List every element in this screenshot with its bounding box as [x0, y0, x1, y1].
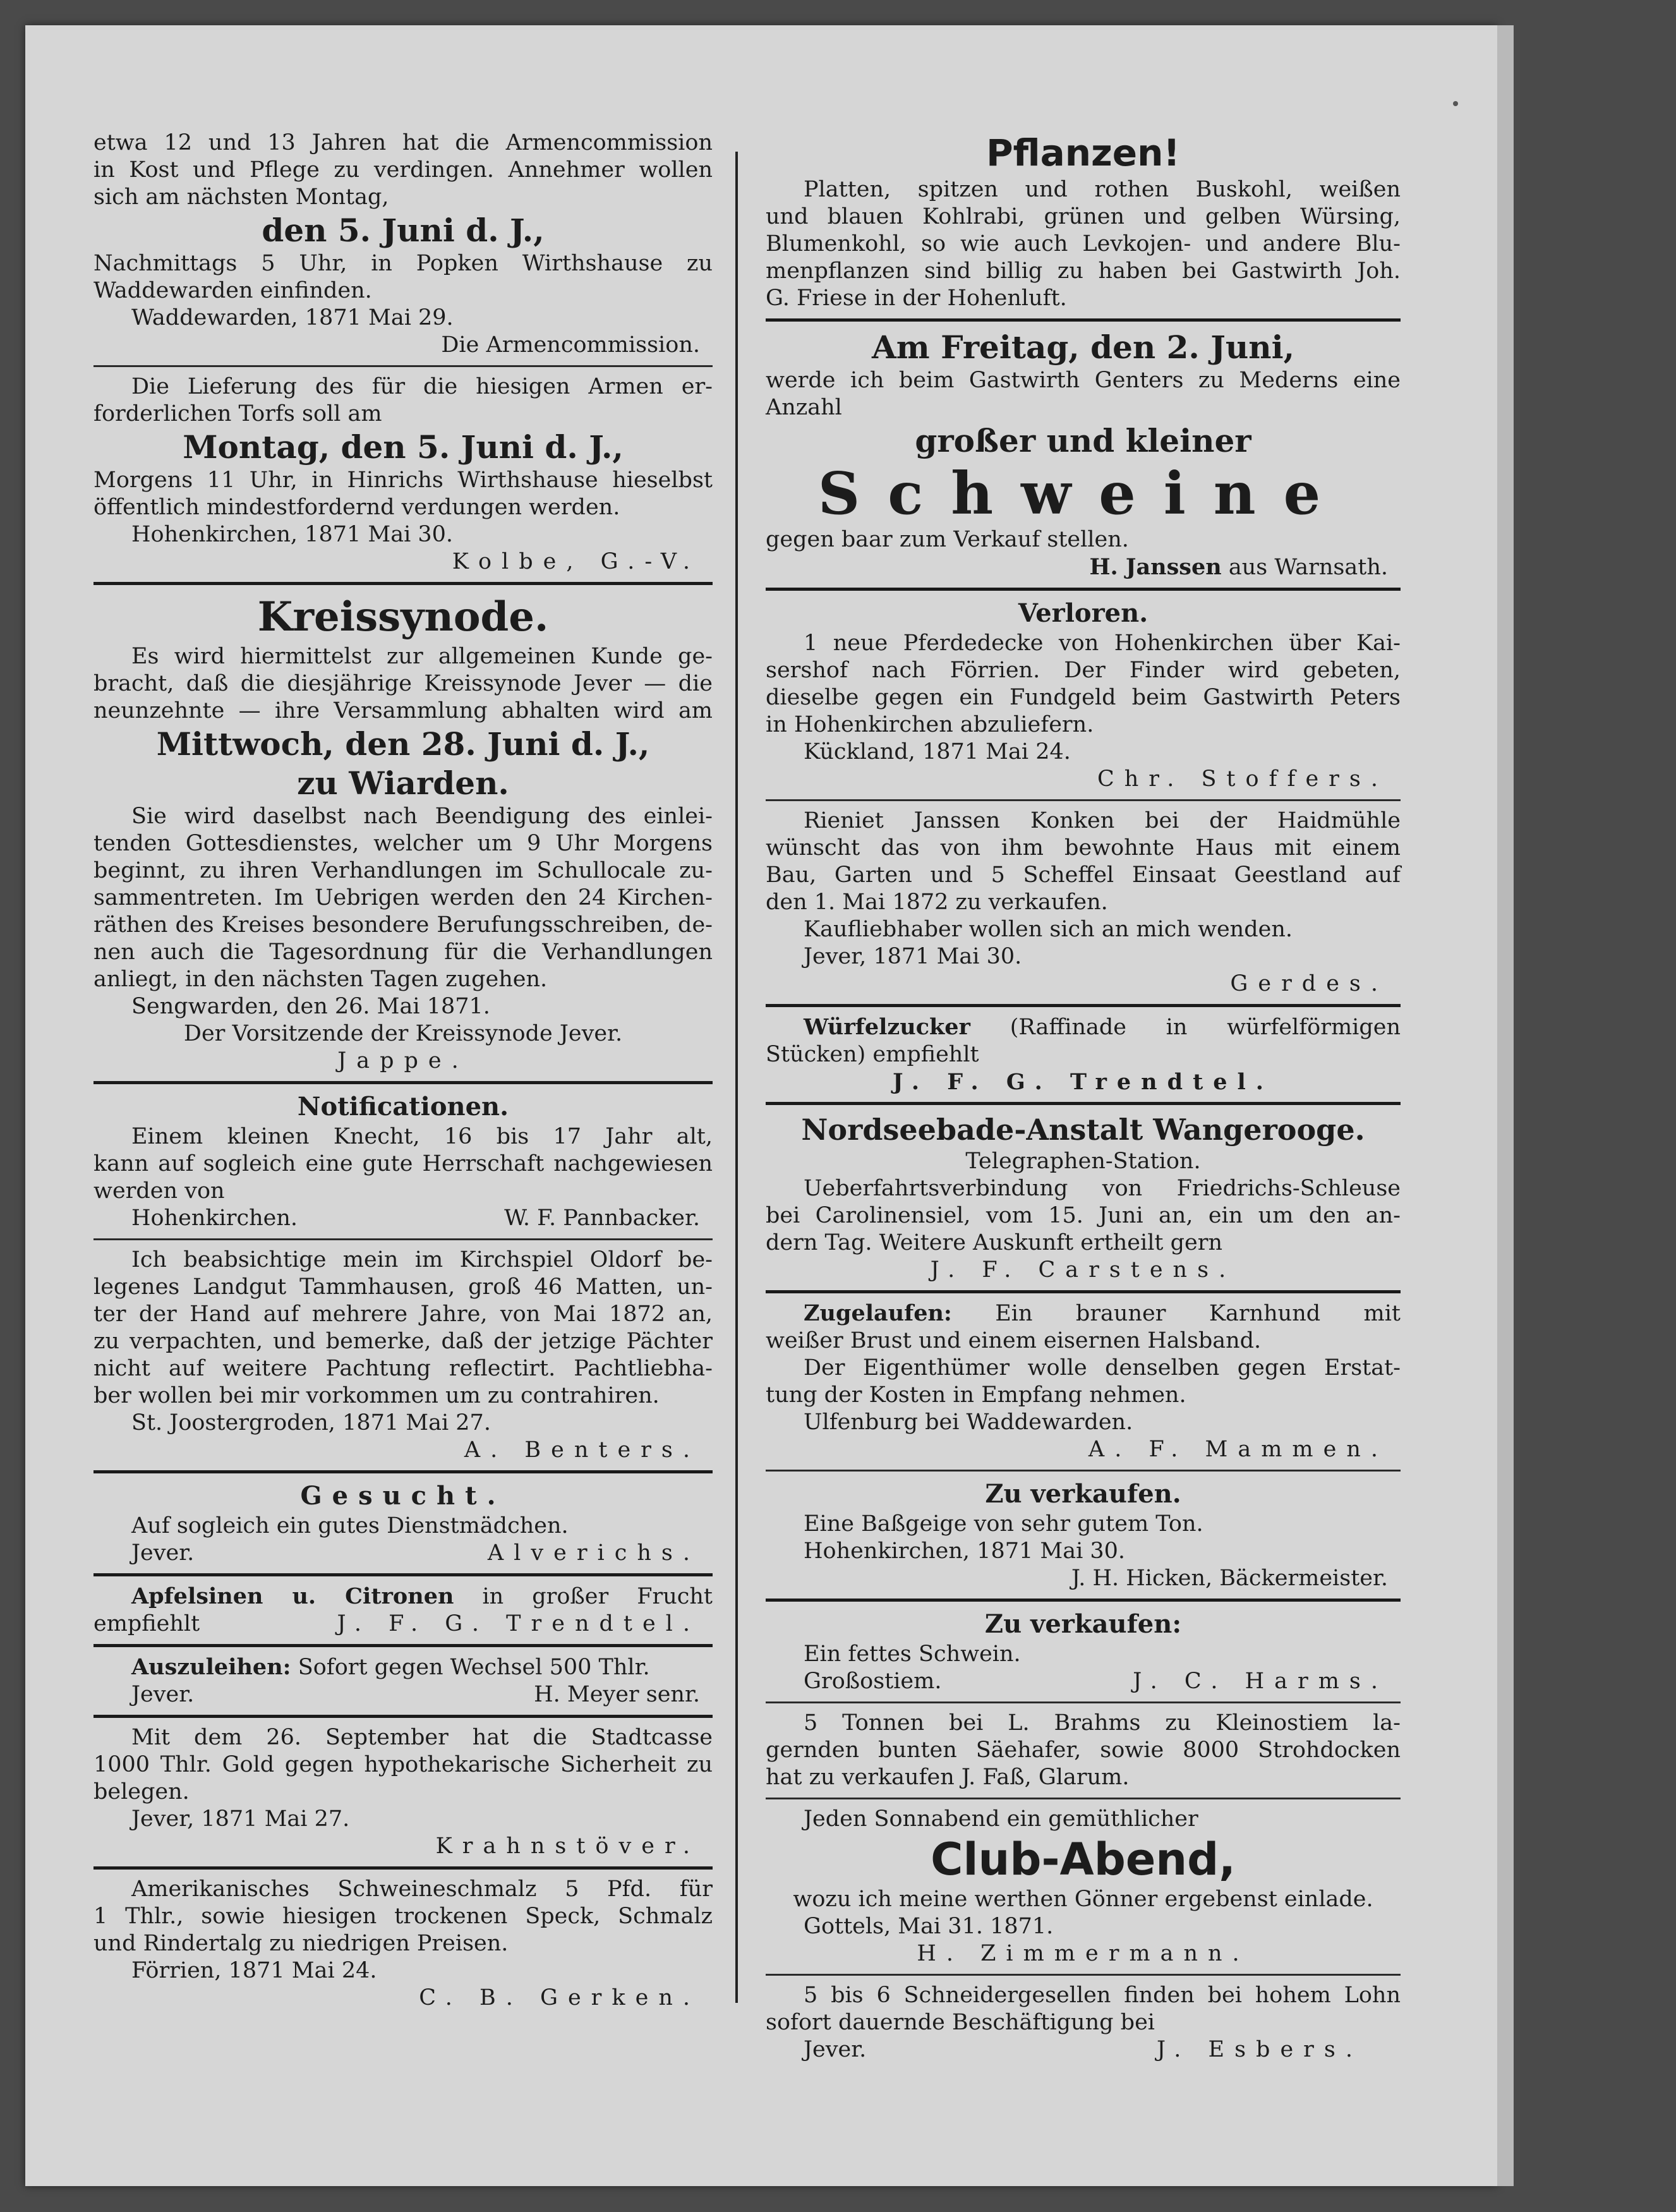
notice-subtitle: Telegraphen-Station. — [965, 1149, 1201, 1174]
text-line: sammentreten. Im Uebrigen werden den 24 Kirchen- — [93, 885, 713, 910]
text-line: 1 Thlr., sowie hiesigen trockenen Speck, Schmalz — [93, 1904, 713, 1929]
notice-subtitle: großer und kleiner — [915, 422, 1251, 459]
signature: Jappe. — [337, 1048, 469, 1073]
text-line: sich am nächsten Montag, — [93, 184, 389, 210]
text-line: Ueberfahrtsverbindung von Friedrichs-Schleuse — [804, 1176, 1401, 1201]
signature: Krahnstöver. — [435, 1834, 700, 1859]
signature: Die Armencommission. — [441, 332, 700, 358]
notice-stadtcasse — [93, 1724, 713, 1860]
text-line: Stücken) empfiehlt — [766, 1042, 979, 1067]
text-line: menpflanzen sind billig zu haben bei Gastwirth Joh. — [766, 258, 1401, 284]
signature: J. Esbers. — [1156, 2037, 1363, 2062]
right-column — [766, 130, 1401, 2064]
divider — [766, 1974, 1401, 1976]
text-line: in Kost und Pflege zu verdingen. Annehmer wollen — [93, 157, 713, 183]
text-line: weißer Brust und einem eisernen Halsband. — [766, 1328, 1262, 1353]
text-line: (Raffinade in würfelförmigen — [1010, 1015, 1401, 1040]
signature: Alverichs. — [487, 1540, 700, 1566]
text-line: Morgens 11 Uhr, in Hinrichs Wirthshause hieselbst — [93, 468, 713, 493]
text-line: Sie wird daselbst nach Beendigung des einlei- — [131, 804, 713, 829]
notice-verloren — [766, 597, 1401, 793]
text-line: Einem kleinen Knecht, 16 bis 17 Jahr alt, — [131, 1124, 713, 1149]
text-line: empfiehlt — [93, 1611, 200, 1636]
divider — [93, 365, 713, 367]
text-line: Eine Baßgeige von sehr gutem Ton. — [804, 1511, 1203, 1537]
notice-pflanzen — [766, 130, 1401, 312]
text-line: neunzehnte — ihre Versammlung abhalten wird am — [93, 698, 713, 723]
text-line: Jeden Sonnabend ein gemüthlicher — [804, 1806, 1198, 1832]
text-line: Ich beabsichtige mein im Kirchspiel Oldorf be- — [131, 1247, 713, 1272]
place-date: Hohenkirchen, 1871 Mai 30. — [131, 522, 454, 547]
text-line: und Rindertalg zu niedrigen Preisen. — [93, 1931, 509, 1956]
text-line: 5 bis 6 Schneidergesellen finden bei hohem Lohn — [804, 1983, 1401, 2008]
divider — [93, 1573, 713, 1576]
notice-verkaufen-bassgeige — [766, 1478, 1401, 1592]
divider — [766, 1701, 1401, 1703]
text-line: Die Lieferung des für die hiesigen Armen er- — [131, 374, 713, 399]
text-line: forderlichen Torfs soll am — [93, 401, 382, 426]
text-line: werden von — [93, 1178, 225, 1204]
place: Jever. — [804, 2037, 867, 2062]
text-line: ber wollen bei mir vorkommen um zu contrahiren. — [93, 1383, 660, 1408]
text-line: 5 Tonnen bei L. Brahms zu Kleinostiem la- — [804, 1710, 1401, 1736]
notice-auszuleihen — [93, 1653, 713, 1708]
text-line: 1000 Thlr. Gold gegen hypothekarische Sicherheit zu — [93, 1752, 713, 1777]
notice-armencommission — [93, 130, 713, 359]
divider — [766, 1290, 1401, 1293]
signature: H. Meyer senr. — [534, 1682, 700, 1707]
signature-row — [93, 1611, 713, 1638]
divider — [766, 318, 1401, 322]
notice-konken — [766, 807, 1401, 998]
signature: J. F. Carstens. — [930, 1257, 1236, 1283]
signature: Kolbe, G.-V. — [452, 549, 700, 574]
text-line: Es wird hiermittelst zur allgemeinen Kunde ge- — [131, 644, 713, 669]
text-line: kann auf sogleich eine gute Herrschaft nachgewiesen — [93, 1151, 713, 1176]
text-line: nicht auf weitere Pachtung reflectirt. Pachtliebha- — [93, 1356, 713, 1381]
notice-title: Kreissynode. — [257, 593, 549, 641]
signature: Gerdes. — [1230, 971, 1388, 996]
place: Jever. — [131, 1682, 195, 1707]
text-line: Amerikanisches Schweineschmalz 5 Pfd. für — [131, 1877, 713, 1902]
text-line: Sofort gegen Wechsel 500 Thlr. — [298, 1655, 650, 1680]
divider — [766, 588, 1401, 591]
divider — [93, 1644, 713, 1647]
text-line: zu verpachten, und bemerke, daß der jetzige Pächter — [93, 1329, 713, 1354]
text-line: wünscht das von ihm bewohnte Haus mit einem — [766, 835, 1401, 861]
notice-freitag — [766, 328, 1401, 581]
notice-title: Club-Abend, — [931, 1834, 1236, 1885]
notice-heading: Würfelzucker — [804, 1014, 970, 1040]
signature: J. F. G. Trendtel. — [893, 1069, 1274, 1095]
notice-title: Nordseebade-Anstalt Wangerooge. — [801, 1113, 1365, 1147]
text-line: in großer Frucht — [482, 1584, 713, 1609]
notice-gesucht — [93, 1480, 713, 1567]
divider — [766, 1004, 1401, 1007]
text-line: nen auch die Tagesordnung für die Verhandlungen — [93, 940, 713, 965]
signature: J. F. G. Trendtel. — [337, 1611, 700, 1636]
text-line: legenes Landgut Tammhausen, groß 46 Matten, un- — [93, 1274, 713, 1300]
text-line: tenden Gottesdienstes, welcher um 9 Uhr Morgens — [93, 831, 713, 856]
notice-schmalz — [93, 1876, 713, 2012]
signature: Chr. Stoffers. — [1097, 766, 1388, 792]
signature: A. Benters. — [464, 1437, 700, 1463]
notice-big-word: Schweine — [817, 459, 1349, 528]
text-line: Kaufliebhaber wollen sich an mich wenden. — [804, 917, 1293, 942]
text-line: in Hohenkirchen abzuliefern. — [766, 712, 1094, 737]
divider — [766, 799, 1401, 801]
text-line: bei Carolinensiel, vom 15. Juni an, ein um den an- — [766, 1203, 1401, 1228]
place-date: Gottels, Mai 31. 1871. — [804, 1914, 1054, 1939]
notice-title: Am Freitag, den 2. Juni, — [871, 329, 1295, 366]
signature-row — [93, 1205, 713, 1232]
text-line: und blauen Kohlrabi, grünen und gelben Würsing, — [766, 204, 1401, 229]
divider — [766, 1102, 1401, 1105]
page-edge — [1497, 25, 1514, 2186]
signature-row — [766, 2036, 1401, 2064]
text-line: anliegt, in den nächsten Tagen zugehen. — [93, 967, 548, 992]
notice-date: den 5. Juni d. J., — [262, 212, 545, 249]
signature: J. H. Hicken, Bäckermeister. — [1071, 1566, 1388, 1591]
divider — [93, 1470, 713, 1473]
notice-club-abend — [766, 1806, 1401, 1967]
text-line: Auf sogleich ein gutes Dienstmädchen. — [131, 1513, 569, 1538]
text-line: werde ich beim Gastwirth Genters zu Mederns eine — [766, 368, 1401, 393]
place-date: Waddewarden, 1871 Mai 29. — [131, 305, 454, 330]
notice-notificationen — [93, 1091, 713, 1464]
divider — [93, 1238, 713, 1240]
notice-date: Mittwoch, den 28. Juni d. J., — [156, 725, 650, 763]
notice-title: Pflanzen! — [986, 131, 1180, 174]
place: Jever. — [131, 1540, 195, 1566]
text-line: öffentlich mindestfordernd verdungen werden. — [93, 495, 620, 520]
text-line: gegen baar zum Verkauf stellen. — [766, 527, 1129, 552]
notice-schneidergesellen — [766, 1982, 1401, 2064]
text-line: bracht, daß die diesjährige Kreissynode Jever — die — [93, 671, 713, 696]
text-line: Ein fettes Schwein. — [804, 1641, 1021, 1667]
page-blemish — [1453, 101, 1458, 106]
signature: C. B. Gerken. — [419, 1985, 700, 2010]
text-line: Bau, Garten und 5 Scheffel Einsaat Geestland auf — [766, 862, 1401, 888]
notice-heading: Zugelaufen: — [804, 1300, 952, 1326]
text-line: ter der Hand auf mehrere Jahre, von Mai 1872 an, — [93, 1302, 713, 1327]
text-line: Blumenkohl, so wie auch Levkojen- und andere Blu- — [766, 231, 1401, 257]
signature: A. F. Mammen. — [1088, 1437, 1388, 1462]
text-line: Rieniet Janssen Konken bei der Haidmühle — [804, 808, 1401, 833]
place-date: Kückland, 1871 Mai 24. — [804, 739, 1071, 765]
divider — [93, 1081, 713, 1084]
notice-wuerfelzucker — [766, 1013, 1401, 1096]
text-line: Der Eigenthümer wolle denselben gegen Erstat- — [804, 1355, 1401, 1381]
place-date: Jever, 1871 Mai 27. — [131, 1806, 350, 1832]
text-line: G. Friese in der Hohenluft. — [766, 286, 1067, 311]
text-line: sofort dauernde Beschäftigung bei — [766, 2010, 1155, 2035]
notice-title: Gesucht. — [300, 1481, 506, 1511]
text-line: hat zu verkaufen J. Faß, Glarum. — [766, 1765, 1130, 1790]
place-date: Sengwarden, den 26. Mai 1871. — [131, 994, 490, 1019]
left-column — [93, 130, 713, 2012]
notice-apfelsinen — [93, 1583, 713, 1638]
notice-verkaufen-schwein — [766, 1608, 1401, 1695]
text-line: 1 neue Pferdedecke von Hohenkirchen über Kai- — [804, 631, 1401, 656]
notice-torf — [93, 373, 713, 576]
text-line: Waddewarden einfinden. — [93, 278, 372, 303]
text-line: Nachmittags 5 Uhr, in Popken Wirthshause zu — [93, 251, 713, 276]
text-line: Platten, spitzen und rothen Buskohl, weißen — [804, 177, 1401, 202]
place: Ulfenburg bei Waddewarden. — [804, 1410, 1133, 1435]
place-date: Förrien, 1871 Mai 24. — [131, 1958, 377, 1983]
notice-nordseebad — [766, 1111, 1401, 1284]
signature: H. Zimmermann. — [917, 1941, 1250, 1966]
notice-zugelaufen — [766, 1300, 1401, 1463]
signature-line: Der Vorsitzende der Kreissynode Jever. — [183, 1021, 623, 1046]
signature-suffix: aus Warnsath. — [1228, 555, 1388, 580]
divider — [766, 1470, 1401, 1472]
divider — [93, 1866, 713, 1870]
text-line: dern Tag. Weitere Auskunft ertheilt gern — [766, 1230, 1222, 1255]
text-line: Ein brauner Karnhund mit — [995, 1301, 1401, 1326]
signature: W. F. Pannbacker. — [504, 1206, 700, 1231]
notice-saehafer — [766, 1710, 1401, 1791]
text-line: beginnt, zu ihren Verhandlungen im Schullocale zu- — [93, 858, 713, 883]
notice-title: Notificationen. — [297, 1092, 509, 1121]
text-line: den 1. Mai 1872 zu verkaufen. — [766, 890, 1108, 915]
place-date: Jever, 1871 Mai 30. — [804, 944, 1022, 969]
divider — [766, 1599, 1401, 1602]
signature-row — [766, 1668, 1401, 1695]
notice-heading: Auszuleihen: — [131, 1654, 291, 1680]
notice-title: Zu verkaufen. — [985, 1479, 1181, 1509]
text-line: Anzahl — [766, 395, 842, 420]
divider — [93, 582, 713, 585]
signature-row — [93, 1540, 713, 1567]
divider — [93, 1715, 713, 1718]
notice-title: Verloren. — [1018, 598, 1148, 628]
text-line: gernden bunten Säehafer, sowie 8000 Strohdocken — [766, 1738, 1401, 1763]
signature: H. Janssen — [1089, 554, 1222, 580]
notice-heading: Apfelsinen u. Citronen — [131, 1583, 454, 1609]
place-date: Hohenkirchen, 1871 Mai 30. — [804, 1538, 1126, 1564]
text-line: Mit dem 26. September hat die Stadtcasse — [131, 1725, 713, 1750]
divider — [766, 1798, 1401, 1799]
notice-title: Zu verkaufen: — [984, 1609, 1182, 1639]
signature: J. C. Harms. — [1133, 1669, 1388, 1694]
column-divider — [735, 152, 738, 2003]
place: Hohenkirchen. — [131, 1206, 298, 1231]
text-line: räthen des Kreises besondere Berufungsschreiben, de- — [93, 912, 713, 938]
notice-date: Montag, den 5. Juni d. J., — [183, 428, 624, 466]
place-date: St. Joostergroden, 1871 Mai 27. — [131, 1410, 491, 1435]
text-line: tung der Kosten in Empfang nehmen. — [766, 1382, 1186, 1408]
text-line: dieselbe gegen ein Fundgeld beim Gastwirth Peters — [766, 685, 1401, 710]
text-line: sershof nach Förrien. Der Finder wird gebeten, — [766, 658, 1401, 683]
text-line: belegen. — [93, 1779, 190, 1804]
text-line: etwa 12 und 13 Jahren hat die Armencommission — [93, 130, 713, 155]
notice-kreissynode — [93, 591, 713, 1075]
place: Großostiem. — [804, 1669, 942, 1694]
text-line: wozu ich meine werthen Gönner ergebenst einlade. — [793, 1887, 1373, 1912]
signature-row — [93, 1681, 713, 1708]
notice-place: zu Wiarden. — [297, 765, 509, 802]
